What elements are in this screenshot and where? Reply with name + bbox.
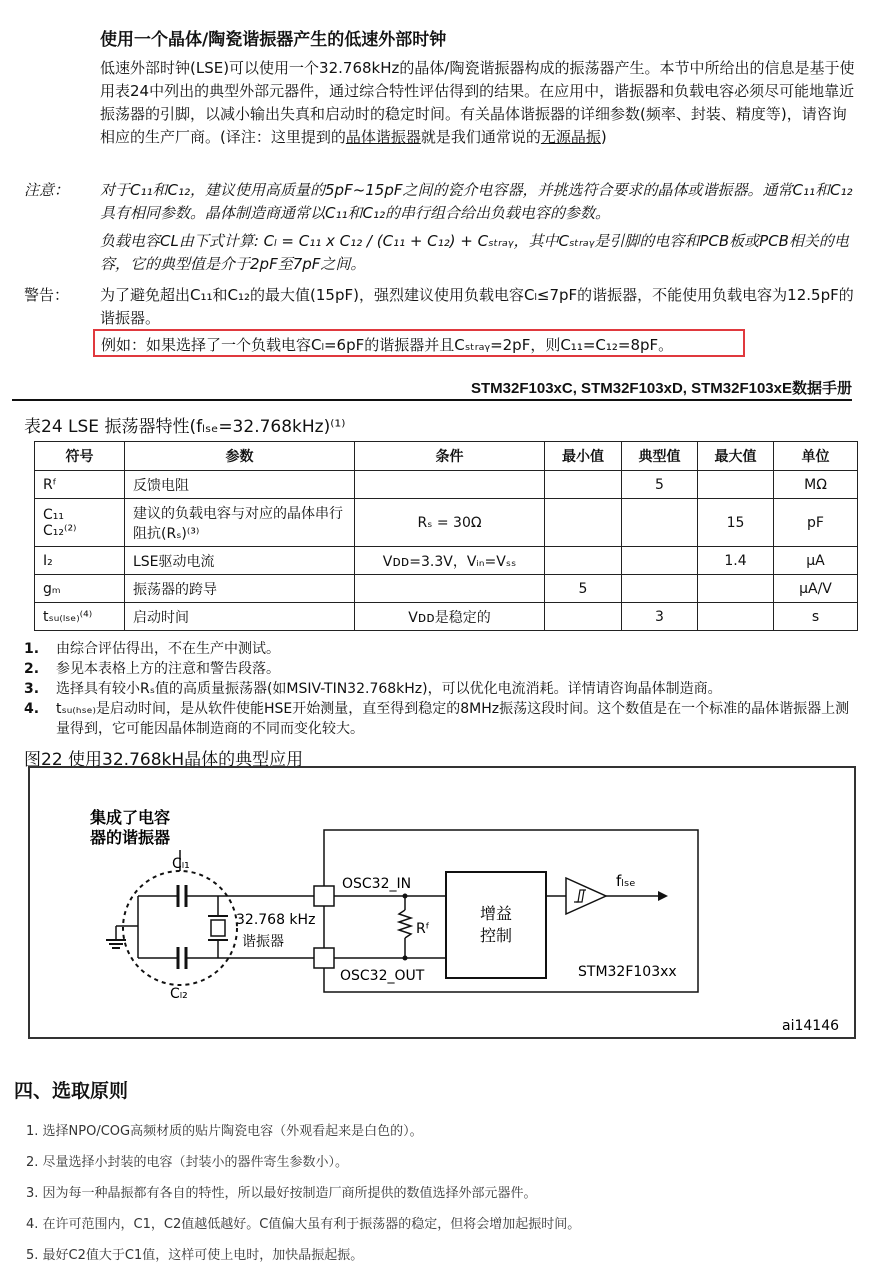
resistor-icon [399,910,411,938]
output-arrow-icon [658,891,668,901]
cl1-label: Cₗ₁ [172,856,190,872]
crystal-name: 谐振器 [242,934,284,950]
link-passive-crystal[interactable]: 无源晶振 [540,128,601,146]
lse-characteristics-table [34,441,858,631]
table-cell: s [774,603,858,631]
table-cell: μA/V [774,575,858,603]
osc32-in-label: OSC32_IN [342,876,412,892]
footnote-text: 由综合评估得出，不在生产中测试。 [56,641,280,657]
lse-table-wrapper [34,441,858,631]
table-cell: Vᴅᴅ是稳定的 [355,603,545,631]
table-header: 参数 [125,442,355,471]
table-row [35,547,858,575]
table-cell: μA [774,547,858,575]
table-cell [355,471,545,499]
principle-item: 4. 在许可范围内，C1，C2值越低越好。C值偏大虽有利于振荡器的稳定，但将会增加起振时间。 [26,1217,581,1232]
footnote-number: 2. [24,661,40,677]
principle-item: 1. 选择NPO/COG高频材质的贴片陶瓷电容（外观看起来是白色的）。 [26,1124,423,1139]
footnote [24,699,854,739]
intro-text-mid: 就是我们通常说的 [420,128,541,146]
table-cell: pF [774,499,858,547]
gain-control-block [446,872,546,978]
intro-text-after: ) [600,128,607,146]
footnote [24,639,854,659]
table-header-row [35,442,858,471]
table-cell [622,547,698,575]
principle-item: 3. 因为每一种晶振都有各自的特性，所以最好按制造厂商所提供的数值选择外部元器件。 [26,1186,537,1201]
resonator-note-line2: 器的谐振器 [90,828,171,847]
pin-osc32-out [314,948,334,968]
principle-item: 2. 尽量选择小封装的电容（封装小的器件寄生参数小）。 [26,1155,349,1170]
section-heading: 使用一个晶体/陶瓷谐振器产生的低速外部时钟 [100,30,447,50]
table-cell: Rₛ = 30Ω [355,499,545,547]
table-cell: C₁₁ C₁₂⁽²⁾ [35,499,125,547]
footnote [24,679,854,699]
figure-caption: 图22 使用32.768kH晶体的典型应用 [24,750,304,770]
table-row [35,471,858,499]
table-cell [545,603,622,631]
footnote-number: 4. [24,701,40,717]
footnotes [24,639,854,739]
table-cell: 5 [545,575,622,603]
table-header: 单位 [774,442,858,471]
table-cell: Rᶠ [35,471,125,499]
table-cell [698,575,774,603]
table-cell [698,471,774,499]
cl2-label: Cₗ₂ [170,986,188,1002]
table-caption: 表24 LSE 振荡器特性(fₗₛₑ=32.768kHz)⁽¹⁾ [24,417,346,437]
note-line-2: 负载电容CL由下式计算: Cₗ = C₁₁ x C₁₂ / (C₁₁ + C₁₂) + Cₛₜᵣₐᵧ，其中Cₛₜᵣₐᵧ是引脚的电容和PCB板或PCB相关的电容，它的典型值是介于2pF至7pF之间。 [100,232,849,273]
table-cell [545,547,622,575]
link-crystal-resonator[interactable]: 晶体谐振器 [345,128,421,146]
crystal-frequency: 32.768 kHz [236,912,316,928]
table-header: 最大值 [698,442,774,471]
principles-title: 四、选取原则 [14,1080,129,1102]
table-cell: 启动时间 [125,603,355,631]
table-cell [355,575,545,603]
table-cell [622,575,698,603]
table-header: 条件 [355,442,545,471]
circuit-figure [28,766,856,1039]
table-cell: 15 [698,499,774,547]
table-cell: MΩ [774,471,858,499]
warning-text: 为了避免超出C₁₁和C₁₂的最大值(15pF)，强烈建议使用负载电容Cₗ≤7pF的谐振器，不能使用负载电容为12.5pF的谐振器。 [100,286,854,327]
pin-osc32-in [314,886,334,906]
table-cell: Vᴅᴅ=3.3V，Vᵢₙ=Vₛₛ [355,547,545,575]
table-cell [545,471,622,499]
table-row [35,575,858,603]
rf-label: Rᶠ [416,921,430,937]
gain-line1: 增益 [479,904,513,923]
gain-line2: 控制 [479,926,513,945]
table-cell: LSE驱动电流 [125,547,355,575]
figure-id: ai14146 [782,1018,840,1034]
table-cell: 5 [622,471,698,499]
table-cell: 振荡器的跨导 [125,575,355,603]
footnote-text: tₛᵤ₍ₕₛₑ₎是启动时间，是从软件使能HSE开始测量，直至得到稳定的8MHz振荡这段时间。这个数值是在一个标准的晶体谐振器上测量得到，它可能因晶体制造商的不同而变化较大。 [56,701,850,737]
table-cell [622,499,698,547]
chip-name: STM32F103xx [578,964,677,980]
footnote-number: 3. [24,681,40,697]
crystal-icon [211,920,225,936]
footnote-text: 选择具有较小Rₛ值的高质量振荡器(如MSIV-TIN32.768kHz)，可以优化电流消耗。详情请咨询晶体制造商。 [56,681,722,697]
note-label: 注意： [24,181,70,199]
table-cell [545,499,622,547]
table-cell: tₛᵤ₍ₗₛₑ₎⁽⁴⁾ [35,603,125,631]
table-cell: 反馈电阻 [125,471,355,499]
table-row [35,499,858,547]
table-row [35,603,858,631]
table-cell: I₂ [35,547,125,575]
table-cell: 1.4 [698,547,774,575]
example-highlight-box: 例如：如果选择了一个负载电容Cₗ=6pF的谐振器并且Cₛₜᵣₐᵧ=2pF，则C₁₁=C₁₂=8pF。 [93,329,745,357]
title-divider [12,399,852,401]
osc32-out-label: OSC32_OUT [340,968,425,984]
note-line-1: 对于C₁₁和C₁₂，建议使用高质量的5pF~15pF之间的瓷介电容器，并挑选符合要求的晶体或谐振器。通常C₁₁和C₁₂具有相同参数。晶体制造商通常以C₁₁和C₁₂的串行组合给出负载电容的参数。 [100,181,853,222]
table-cell: 3 [622,603,698,631]
table-cell: gₘ [35,575,125,603]
resonator-note-line1: 集成了电容 [90,808,171,827]
table-header: 最小值 [545,442,622,471]
table-header: 符号 [35,442,125,471]
intro-paragraph [100,57,860,149]
footnote [24,659,854,679]
table-cell [698,603,774,631]
circuit-diagram [30,768,854,1037]
footnote-text: 参见本表格上方的注意和警告段落。 [56,661,280,677]
schmitt-buffer-icon [566,878,606,914]
footnote-number: 1. [24,641,40,657]
warning-label: 警告： [24,286,70,304]
table-cell: 建议的负载电容与对应的晶体串行阻抗(Rₛ)⁽³⁾ [125,499,355,547]
datasheet-title: STM32F103xC, STM32F103xD, STM32F103xE数据手册 [471,380,852,397]
intro-text-before: 低速外部时钟(LSE)可以使用一个32.768kHz的晶体/陶瓷谐振器构成的振荡器产生。本节中所给出的信息是基于使用表24中列出的典型外部元器件，通过综合特性评估得到的结果。在应用中，谐振器和负载电容必须尽可能地靠近振荡器的引脚，以减小输出失真和启动时的稳定时间。有关晶体谐振器的详细参数(频率、封装、精度等)，请咨询相应的生产厂商。(译注：这里提到的 [100,59,855,146]
principle-item: 5. 最好C2值大于C1值，这样可使上电时，加快晶振起振。 [26,1248,364,1263]
flse-label: fₗₛₑ [616,872,636,890]
table-header: 典型值 [622,442,698,471]
